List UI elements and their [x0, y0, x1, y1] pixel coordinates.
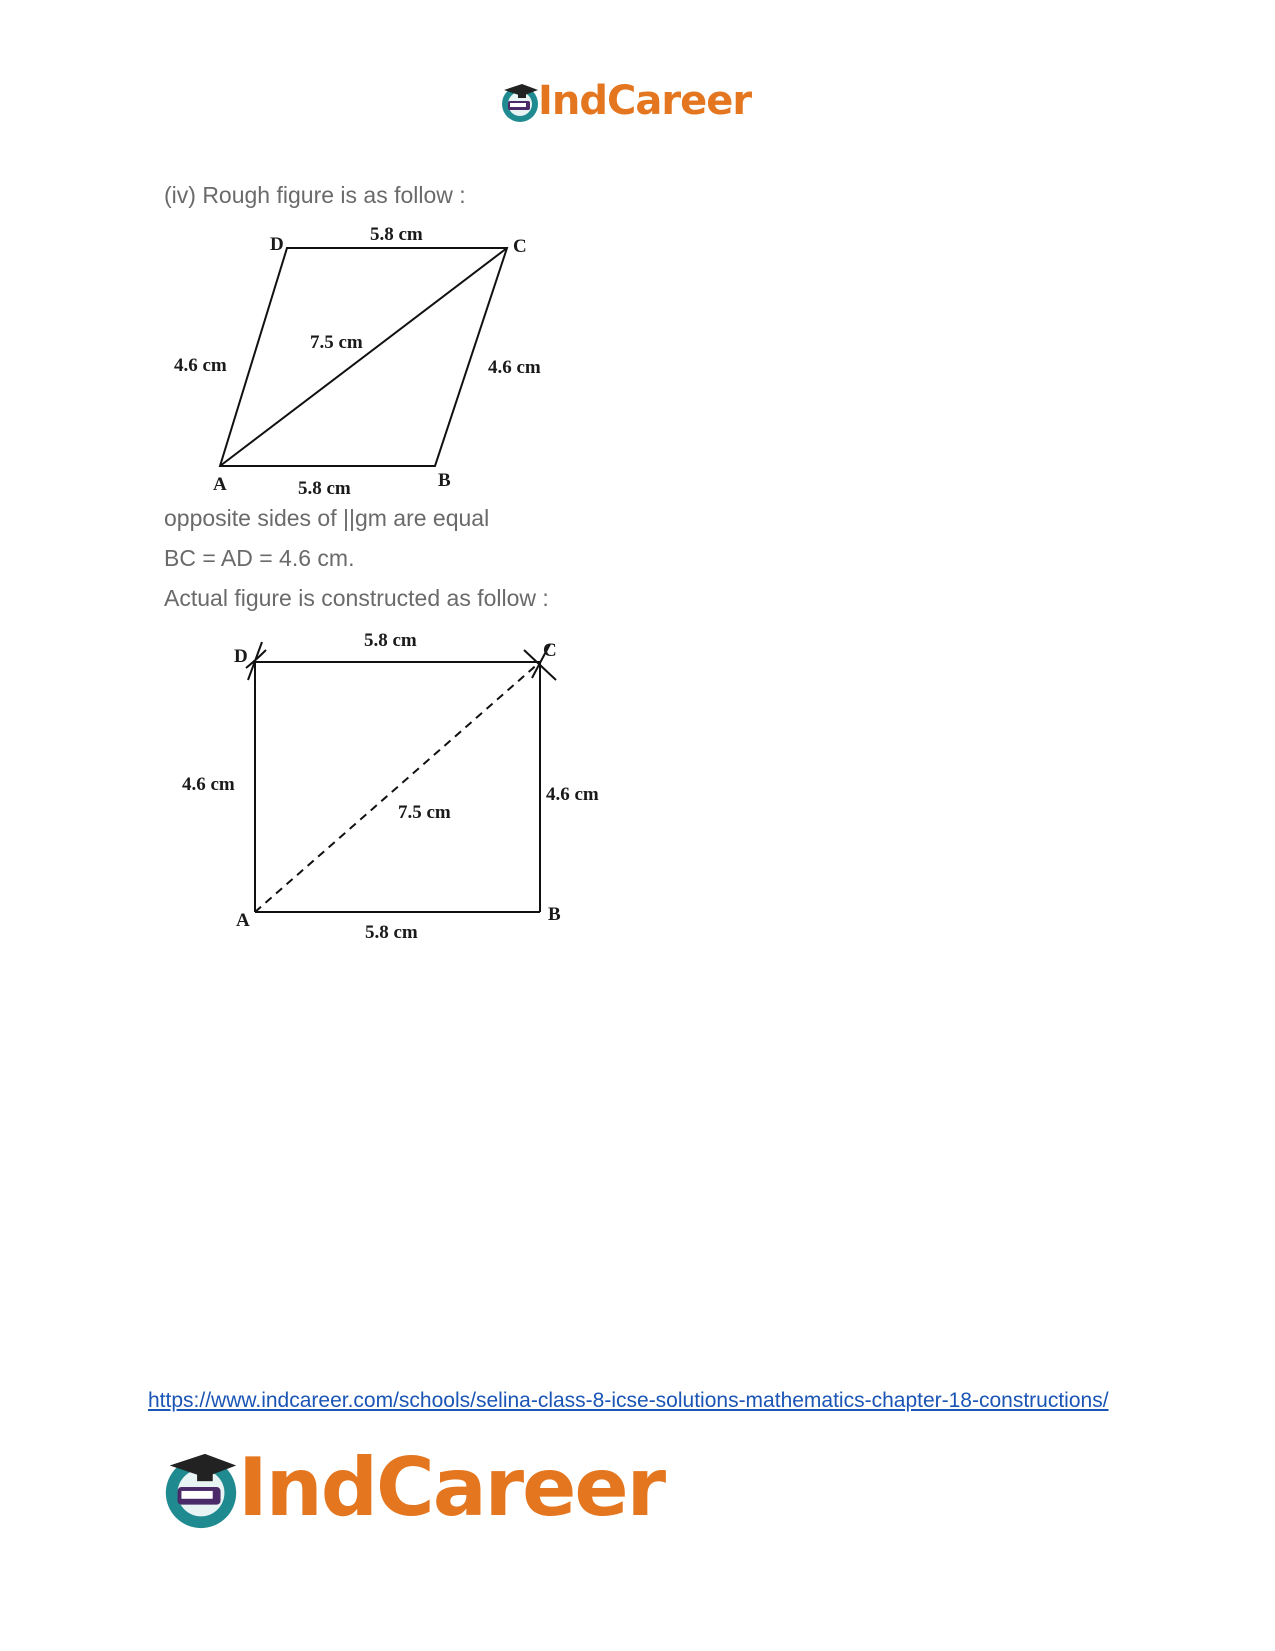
- side-bc-length: 4.6 cm: [546, 784, 599, 805]
- header-logo-text: IndCareer: [538, 78, 752, 124]
- chapter-url-link[interactable]: https://www.indcareer.com/schools/selina-class-8-icse-solutions-mathematics-chapter-18-constructions/: [148, 1389, 1109, 1412]
- vertex-d: D: [234, 646, 248, 667]
- vertex-c: C: [513, 236, 527, 257]
- side-ab-length: 5.8 cm: [365, 922, 418, 940]
- vertex-a: A: [236, 910, 250, 931]
- actual-figure-heading: Actual figure is constructed as follow :: [164, 585, 549, 611]
- vertex-d: D: [270, 234, 284, 255]
- diagonal-ac-length: 7.5 cm: [310, 332, 363, 353]
- side-dc-length: 5.8 cm: [364, 630, 417, 651]
- side-bc-length: 4.6 cm: [488, 357, 541, 378]
- graduate-globe-icon: [498, 80, 542, 124]
- diagonal-ac-dashed: [255, 662, 540, 912]
- side-dc-length: 5.8 cm: [370, 224, 423, 245]
- diagonal-ac-length: 7.5 cm: [398, 802, 451, 823]
- footer-logo-text: IndCareer: [238, 1441, 665, 1534]
- side-ab-length: 5.8 cm: [298, 478, 351, 499]
- equal-sides-statement: opposite sides of ||gm are equal: [164, 505, 490, 531]
- side-ad-length: 4.6 cm: [174, 355, 227, 376]
- vertex-b: B: [548, 904, 561, 925]
- vertex-a: A: [213, 474, 227, 495]
- vertex-b: B: [438, 470, 451, 491]
- actual-construction-figure: [160, 620, 640, 940]
- rough-figure-heading: (iv) Rough figure is as follow :: [164, 182, 466, 208]
- vertex-c: C: [543, 640, 557, 661]
- graduate-globe-icon: [158, 1446, 244, 1532]
- bc-ad-equation: BC = AD = 4.6 cm.: [164, 545, 355, 571]
- side-ad-length: 4.6 cm: [182, 774, 235, 795]
- rough-parallelogram-figure: [160, 220, 580, 500]
- diagonal-ac: [220, 248, 507, 466]
